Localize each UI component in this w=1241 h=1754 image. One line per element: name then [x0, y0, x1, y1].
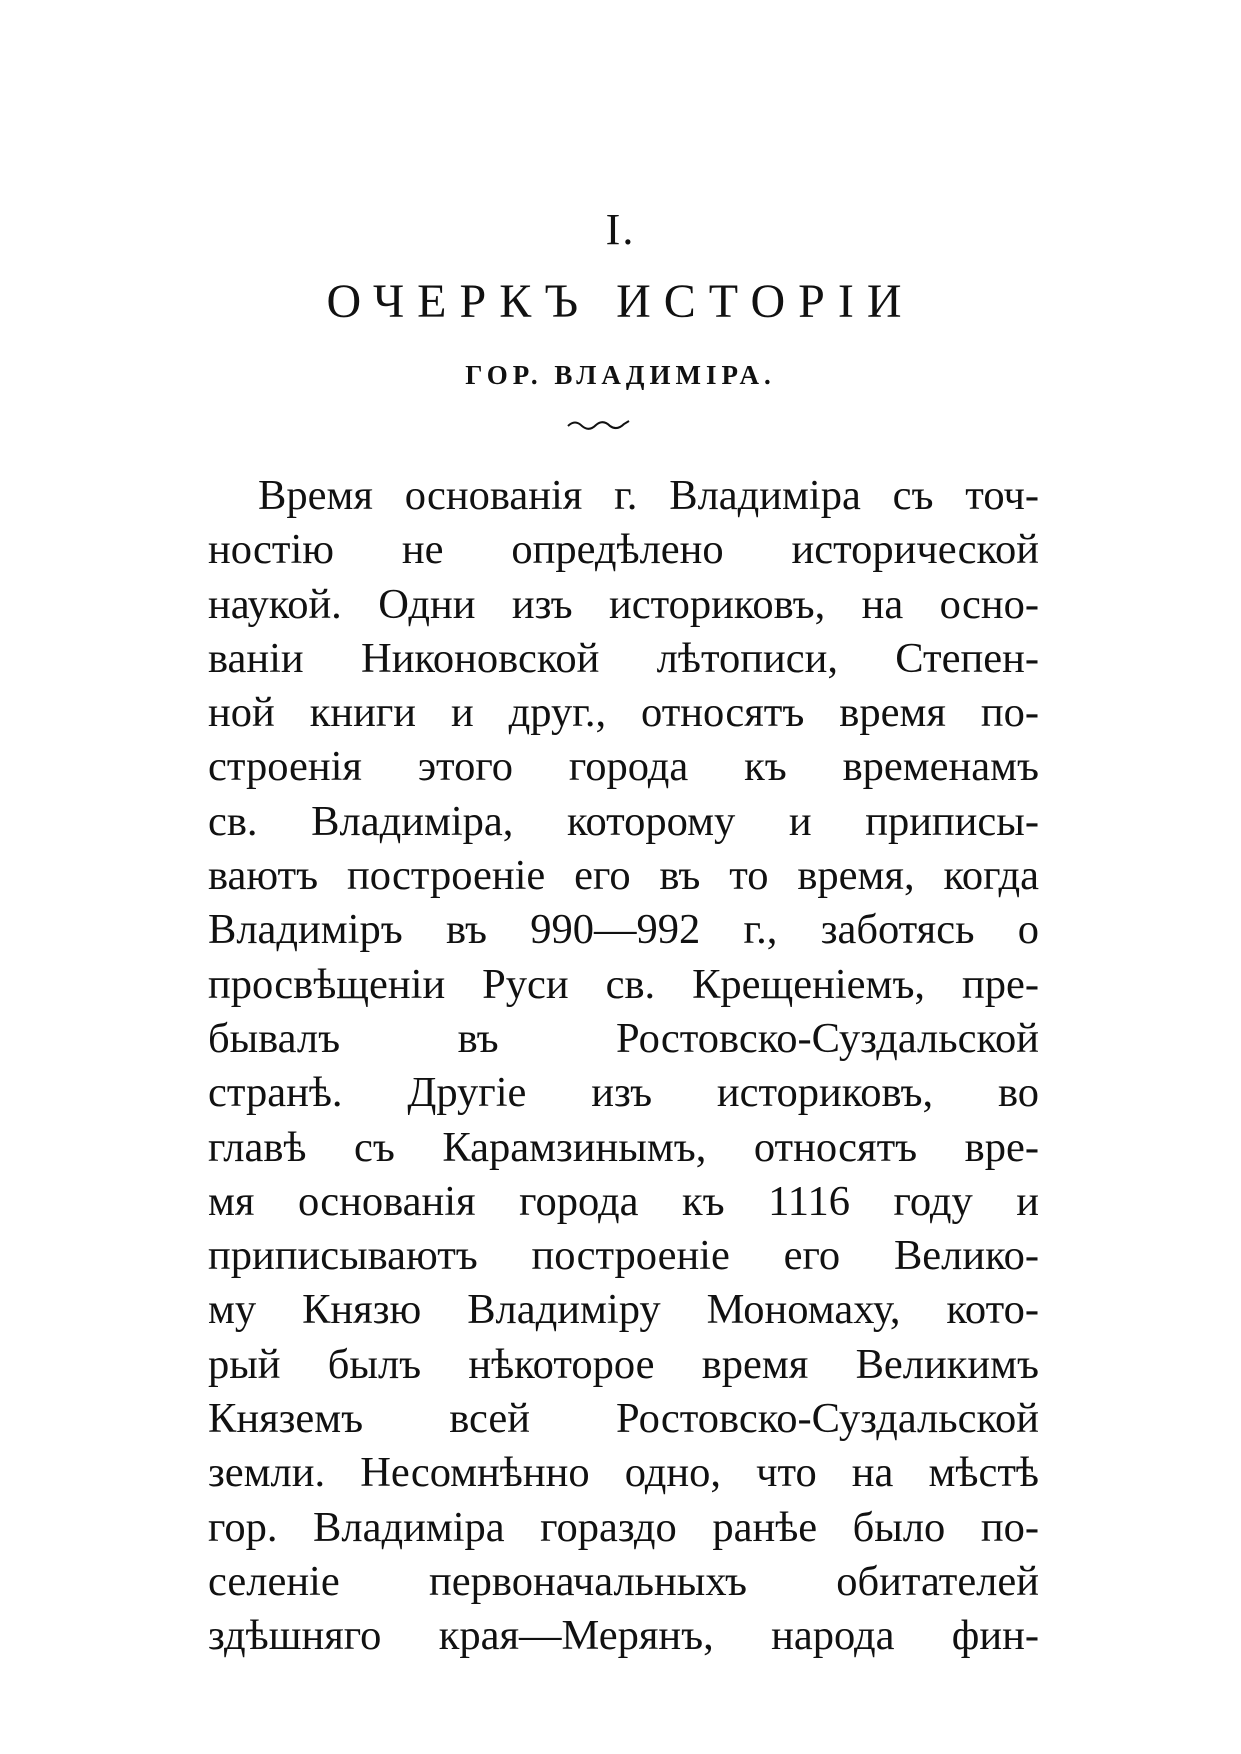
body-paragraph	[208, 469, 1039, 1664]
text-line: строенія этого города къ временамъ	[208, 743, 1039, 791]
text-line: Княземъ всей Ростовско-Суздальской	[208, 1395, 1039, 1443]
chapter-number: I.	[605, 205, 636, 254]
text-line: Время основанія г. Владиміра съ точ-	[258, 472, 1039, 519]
text-line: бывалъ въ Ростовско-Суздальской	[208, 1014, 1039, 1062]
text-line: земли. Несомнѣнно одно, что на мѣстѣ	[208, 1449, 1039, 1497]
chapter-title: ОЧЕРКЪ ИСТОРІИ	[326, 275, 915, 328]
text-line: гор. Владиміра гораздо ранѣе было по-	[208, 1503, 1039, 1551]
text-line: главѣ съ Карамзинымъ, относятъ вре-	[208, 1123, 1039, 1171]
text-line: здѣшняго края—Мерянъ, народа фин-	[208, 1612, 1039, 1660]
chapter-subtitle: ГОР. ВЛАДИМІРА.	[465, 360, 776, 390]
text-line: ностію не опредѣлено исторической	[208, 526, 1039, 574]
text-line: просвѣщеніи Руси св. Крещеніемъ, пре-	[208, 960, 1039, 1008]
text-line: Владиміръ въ 990—992 г., заботясь о	[208, 906, 1039, 954]
text-line: селеніе первоначальныхъ обитателей	[208, 1557, 1039, 1605]
text-line: наукой. Одни изъ историковъ, на осно-	[208, 580, 1039, 628]
text-line: ваютъ построеніе его въ то время, когда	[208, 852, 1039, 900]
ornament-divider-icon	[565, 418, 635, 432]
text-line: рый былъ нѣкоторое время Великимъ	[208, 1340, 1039, 1388]
text-line: ваніи Никоновской лѣтописи, Степен-	[208, 634, 1039, 682]
text-line: мя основанія города къ 1116 году и	[208, 1177, 1039, 1225]
text-line: св. Владиміра, которому и приписы-	[208, 797, 1039, 845]
text-line: странѣ. Другіе изъ историковъ, во	[208, 1069, 1039, 1117]
text-line: приписываютъ построеніе его Велико-	[208, 1232, 1039, 1280]
text-line: му Князю Владиміру Мономаху, кото-	[208, 1286, 1039, 1334]
text-line: ной книги и друг., относятъ время по-	[208, 689, 1039, 737]
